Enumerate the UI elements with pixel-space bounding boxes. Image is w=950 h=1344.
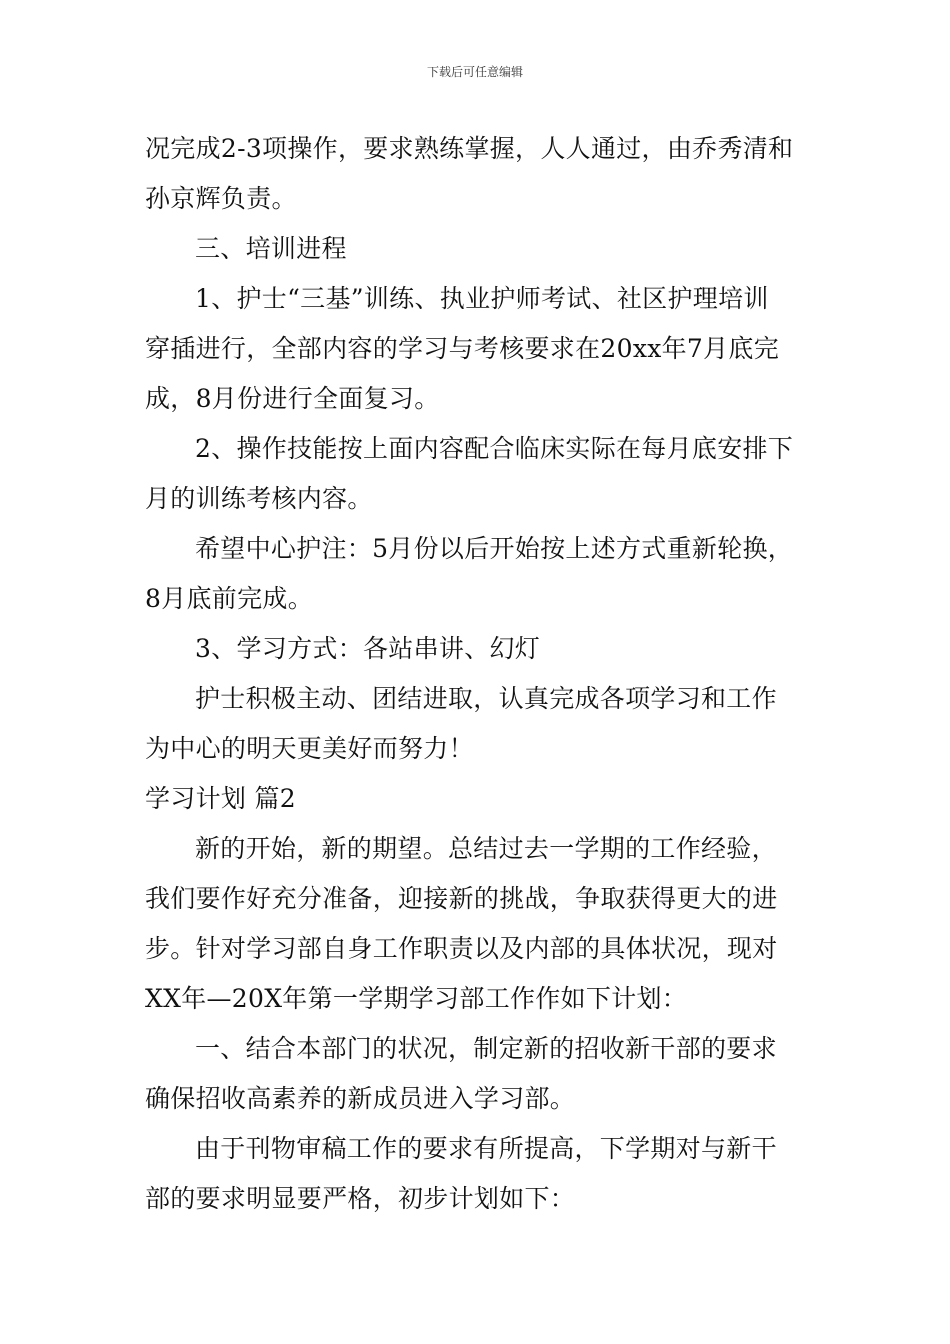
paragraph-line: 月的训练考核内容。 <box>145 484 373 513</box>
paragraph-line: 由于刊物审稿工作的要求有所提高，下学期对与新干 <box>195 1134 777 1163</box>
paragraph-line: 我们要作好充分准备，迎接新的挑战，争取获得更大的进 <box>145 884 778 913</box>
document-body <box>145 124 810 1224</box>
paragraph-line: 3、学习方式：各站串讲、幻灯 <box>195 634 541 663</box>
paragraph-line: 步。针对学习部自身工作职责以及内部的具体状况，现对 <box>145 934 778 963</box>
paragraph-line: 8月底前完成。 <box>145 584 314 613</box>
paragraph-line: 一、结合本部门的状况，制定新的招收新干部的要求 <box>195 1034 777 1063</box>
paragraph-line: 部的要求明显要严格，初步计划如下： <box>145 1184 576 1213</box>
page-header-note: 下载后可任意编辑 <box>426 65 523 79</box>
paragraph-line: 况完成2-3项操作，要求熟练掌握，人人通过，由乔秀清和 <box>145 134 794 163</box>
paragraph-line: 为中心的明天更美好而努力！ <box>145 734 474 763</box>
paragraph-line: 确保招收高素养的新成员进入学习部。 <box>145 1084 576 1113</box>
section-heading: 三、培训进程 <box>195 234 347 263</box>
paragraph-line: 新的开始，新的期望。总结过去一学期的工作经验， <box>195 834 777 863</box>
paragraph-line: 1、护士“三基”训练、执业护师考试、社区护理培训 <box>195 284 769 313</box>
paragraph-line: 护士积极主动、团结进取，认真完成各项学习和工作 <box>195 684 777 713</box>
paragraph-line: XX年—20X年第一学期学习部工作作如下计划： <box>145 984 688 1013</box>
paragraph-line: 2、操作技能按上面内容配合临床实际在每月底安排下 <box>195 434 794 463</box>
paragraph-line: 穿插进行，全部内容的学习与考核要求在20xx年7月底完 <box>145 334 780 363</box>
article-title: 学习计划 篇2 <box>145 784 296 813</box>
paragraph-line: 希望中心护注：5月份以后开始按上述方式重新轮换， <box>195 534 794 563</box>
paragraph-line: 孙京辉负责。 <box>145 184 297 213</box>
paragraph-line: 成，8月份进行全面复习。 <box>145 384 440 413</box>
